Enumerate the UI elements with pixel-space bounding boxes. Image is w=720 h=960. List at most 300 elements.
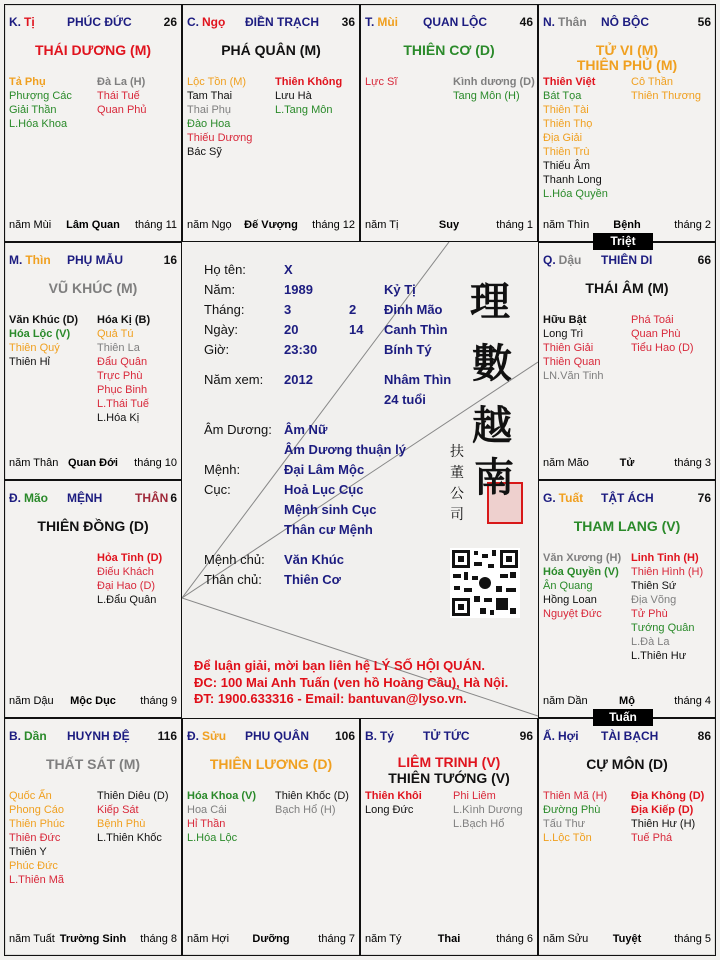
minor-star: Thiên Thọ [543, 118, 593, 130]
star-column-left [365, 789, 422, 817]
cuc-label: Cục: [204, 482, 231, 497]
thang-am: 2 [349, 302, 357, 317]
minor-star: Địa Kiếp (D) [631, 804, 694, 816]
star-column-right [631, 789, 704, 845]
chi-label: Tuất [558, 491, 584, 505]
main-star: THIÊN ĐỒNG (D) [37, 518, 149, 534]
minor-star: Thiên Quý [9, 342, 60, 354]
thang-label: Tháng: [204, 302, 245, 317]
center-info-panel [182, 242, 538, 718]
chi-label: Dậu [558, 253, 582, 267]
than-marker: THÂN [135, 491, 169, 505]
tieu-han-year: năm Thân [9, 457, 59, 469]
minor-star: Tướng Quân [631, 622, 695, 634]
palace-name: THIÊN DI [601, 253, 653, 267]
palace-name: NÔ BỘC [601, 15, 649, 29]
nguyet-han-month: tháng 6 [496, 933, 533, 945]
star-column-left [9, 313, 78, 369]
chi-label: Thân [558, 15, 587, 29]
minor-star: Thái Tuế [97, 90, 140, 102]
tuan-badge: Tuấn [593, 709, 653, 726]
minor-star: Quả Tú [97, 328, 134, 340]
palace-header [543, 491, 711, 507]
palace-cell-ngo[interactable] [182, 4, 360, 242]
minor-star: Linh Tinh (H) [631, 552, 699, 564]
tieu-han-year: năm Tuất [9, 933, 55, 945]
nguyet-han-month: tháng 5 [674, 933, 711, 945]
cuc-value: Hoả Lục Cục [284, 482, 364, 497]
palace-name: PHỤ MẪU [67, 253, 123, 267]
branch-label [9, 253, 51, 267]
branch-label [9, 729, 47, 743]
can-label: K. [9, 15, 21, 29]
minor-star: Thiên Thương [631, 90, 702, 102]
can-label: T. [365, 15, 375, 29]
minor-star: Đà La (H) [97, 76, 146, 88]
truong-sinh-phase: Quan Đới [68, 457, 118, 469]
minor-star: Hồng Loan [543, 594, 597, 606]
ngay-can-chi: Canh Thìn [384, 322, 448, 337]
minor-star: Phá Toái [631, 314, 674, 326]
minor-star: Hoa Cái [187, 804, 227, 816]
palace-name: ĐIỀN TRẠCH [245, 15, 319, 29]
minor-star: Hóa Quyền (V) [543, 566, 619, 578]
minor-star: Bác Sỹ [187, 146, 222, 158]
tieu-han-year: năm Tị [365, 219, 399, 231]
minor-star: Long Trì [543, 328, 584, 340]
can-label: G. [543, 491, 556, 505]
truong-sinh-phase: Dưỡng [252, 933, 290, 945]
dai-han-age: 56 [697, 15, 711, 29]
dai-han-age: 106 [334, 729, 355, 743]
main-star: THIÊN PHỦ (M) [576, 57, 678, 73]
main-star: THIÊN LƯƠNG (D) [209, 756, 333, 772]
star-column-left [9, 75, 72, 131]
nguyet-han-month: tháng 4 [674, 695, 711, 707]
palace-cell-ty[interactable] [360, 718, 538, 956]
nam-label: Năm: [204, 282, 236, 297]
star-column-left [9, 789, 65, 887]
dai-han-age: 26 [163, 15, 177, 29]
palace-name: TÀI BẠCH [601, 729, 659, 743]
minor-star: Thiên Diêu (D) [97, 790, 169, 802]
truong-sinh-phase: Lâm Quan [66, 219, 120, 231]
minor-star: Lưu Hà [275, 90, 312, 102]
main-star: CỰ MÔN (D) [586, 756, 668, 772]
truong-sinh-phase: Tử [619, 457, 635, 469]
star-column-right [97, 75, 147, 117]
can-label: B. [9, 729, 21, 743]
star-column-right [97, 313, 150, 425]
can-label: C. [187, 15, 199, 29]
minor-star: Thiên Tài [543, 104, 589, 116]
palace-header [543, 729, 711, 745]
main-star: LIÊM TRINH (V) [397, 754, 501, 770]
minor-star: Thiên Sứ [631, 580, 677, 592]
logo-char-4: 南 [474, 454, 514, 501]
star-column-right [453, 75, 535, 103]
dai-han-age: 46 [519, 15, 533, 29]
minor-star: Thiên Đức [9, 832, 61, 844]
tieu-han-year: năm Dần [543, 695, 588, 707]
contact-line-1: Để luận giải, mời bạn liên hệ LÝ SỐ HỘI QUÁN. [194, 658, 485, 673]
palace-header [543, 253, 711, 269]
palace-header [9, 253, 177, 269]
minor-star: Thanh Long [543, 174, 602, 186]
gio-can-chi: Bính Tý [384, 342, 432, 357]
palace-header [9, 15, 177, 31]
minor-star: Hữu Bật [543, 314, 587, 326]
star-column-right [275, 75, 342, 117]
nguyet-han-month: tháng 2 [674, 219, 711, 231]
chi-label: Ngọ [202, 15, 226, 29]
minor-star: Thiên La [97, 342, 140, 354]
tieu-han-year: năm Thìn [543, 219, 590, 231]
minor-star: Điếu Khách [97, 566, 154, 578]
nguyet-han-month: tháng 10 [134, 457, 177, 469]
tieu-han-year: năm Dậu [9, 695, 54, 707]
minor-star: Tuế Phá [631, 832, 673, 844]
palace-header [365, 15, 533, 31]
truong-sinh-phase: Trường Sinh [59, 933, 127, 945]
palace-name: HUYNH ĐỆ [67, 729, 130, 743]
minor-star: Tam Thai [187, 90, 233, 102]
star-column-left [187, 75, 252, 159]
am-duong-ly: Âm Dương thuận lý [284, 442, 406, 457]
branch-label [9, 491, 48, 505]
can-label: B. [365, 729, 377, 743]
minor-star: Quan Phủ [97, 104, 147, 116]
chi-label: Sửu [202, 729, 227, 743]
minor-star: L.Hóa Quyền [543, 188, 608, 200]
nguyet-han-month: tháng 1 [496, 219, 533, 231]
minor-star: Quốc Ấn [9, 790, 52, 802]
chi-label: Hợi [558, 729, 579, 743]
minor-star: Thai Phụ [187, 104, 232, 116]
branch-label [187, 729, 226, 743]
can-label: N. [543, 15, 555, 29]
minor-star: L.Thiên Hư [631, 650, 687, 662]
minor-star: L.Hóa Khoa [9, 118, 68, 130]
star-column-left [543, 313, 604, 383]
minor-star: Thiếu Dương [187, 132, 253, 144]
main-star: THÁI ÂM (M) [585, 280, 669, 296]
minor-star: Tử Phù [631, 608, 668, 620]
truong-sinh-phase: Suy [438, 219, 460, 231]
logo-char-1: 理 [470, 278, 510, 325]
triet-badge: Triệt [593, 233, 653, 250]
menh-value: Đại Lâm Mộc [284, 462, 365, 477]
minor-star: Đào Hoa [187, 118, 231, 130]
menh-chu-value: Văn Khúc [284, 552, 344, 567]
chi-label: Mão [24, 491, 48, 505]
minor-star: Kiếp Sát [97, 804, 139, 816]
minor-star: Tả Phụ [9, 76, 46, 88]
star-column-right [631, 313, 694, 355]
minor-star: Thiên Hư (H) [631, 818, 696, 830]
minor-star: Thiên Hình (H) [631, 566, 704, 578]
minor-star: LN.Văn Tinh [543, 370, 604, 382]
nguyet-han-month: tháng 9 [140, 695, 177, 707]
star-column-right [453, 789, 523, 831]
dai-han-age: 6 [170, 491, 177, 505]
minor-star: Phong Cáo [9, 804, 65, 816]
star-column-left [543, 789, 607, 845]
nguyet-han-month: tháng 11 [134, 219, 177, 231]
contact-line-2: ĐC: 100 Mai Anh Tuấn (ven hồ Hoàng Cầu), Hà Nội. [194, 675, 509, 690]
palace-header [187, 15, 355, 31]
minor-star: L.Tang Môn [275, 104, 333, 116]
minor-star: Thiên Phúc [9, 818, 65, 830]
palace-cell-thin[interactable] [4, 242, 182, 480]
palace-cell-mao[interactable] [4, 480, 182, 718]
branch-label [9, 15, 35, 29]
than-cu: Thân cư Mệnh [284, 522, 373, 537]
branch-label [187, 15, 225, 29]
minor-star: Phi Liêm [453, 790, 496, 802]
chi-label: Thìn [25, 253, 51, 267]
palace-cell-tuat[interactable] [538, 480, 716, 718]
cuc-relation: Mệnh sinh Cục [284, 502, 377, 517]
palace-header [187, 729, 355, 745]
minor-star: Tiểu Hao (D) [631, 342, 694, 354]
minor-star: Tấu Thư [543, 818, 586, 830]
nguyet-han-month: tháng 8 [140, 933, 177, 945]
minor-star: Thiên Việt [543, 76, 596, 88]
minor-star: Thiên Hỉ [9, 356, 50, 368]
minor-star: Thiên Không [275, 76, 343, 88]
minor-star: Đại Hao (D) [97, 580, 156, 592]
truong-sinh-phase: Mộ [619, 695, 635, 707]
can-label: Ấ. [543, 729, 555, 743]
palace-cell-dan[interactable] [4, 718, 182, 956]
truong-sinh-phase: Đế Vượng [244, 219, 298, 231]
palace-cell-dau[interactable] [538, 242, 716, 480]
am-duong-value: Âm Nữ [284, 422, 328, 437]
star-column-left [187, 789, 256, 845]
gio-value: 23:30 [284, 342, 318, 357]
branch-label [543, 253, 581, 267]
nguyet-han-month: tháng 12 [312, 219, 355, 231]
tieu-han-year: năm Mão [543, 457, 589, 469]
minor-star: Bát Tọa [543, 90, 582, 102]
minor-star: Tang Môn (H) [453, 90, 520, 102]
menh-chu-label: Mệnh chủ: [204, 552, 265, 567]
minor-star: Đẩu Quân [97, 356, 148, 368]
minor-star: L.Kình Dương [453, 804, 523, 816]
logo-small-text: 扶董公司 [450, 444, 464, 523]
minor-star: Quan Phù [631, 328, 681, 340]
minor-star: Địa Giải [543, 132, 583, 144]
minor-star: Thiên Y [9, 846, 47, 858]
minor-star: L.Thái Tuế [97, 398, 149, 410]
truong-sinh-phase: Thai [437, 933, 461, 945]
nam-xem-label: Năm xem: [204, 372, 264, 387]
star-column-left [543, 551, 621, 621]
minor-star: Cô Thần [631, 76, 673, 88]
ngay-am: 14 [349, 322, 364, 337]
minor-star: Nguyệt Đức [543, 608, 602, 620]
minor-star: Thiên Quan [543, 356, 601, 368]
chi-label: Dần [24, 729, 47, 743]
tieu-han-year: năm Tý [365, 933, 402, 945]
star-column-right [97, 789, 169, 845]
chi-label: Tị [24, 15, 35, 29]
minor-star: Hóa Kị (B) [97, 314, 151, 326]
nam-can-chi: Kỷ Tị [384, 282, 416, 297]
nguyet-han-month: tháng 7 [318, 933, 355, 945]
palace-cell-suu[interactable] [182, 718, 360, 956]
logo-char-3: 越 [472, 402, 512, 449]
dai-han-age: 16 [163, 253, 177, 267]
minor-star: Thiên Khốc (D) [275, 790, 349, 802]
can-label: Đ. [9, 491, 21, 505]
minor-star: Đường Phù [543, 804, 601, 816]
chi-label: Mùi [377, 15, 399, 29]
contact-line-3: ĐT: 1900.633316 - Email: bantuvan@lyso.vn. [194, 691, 467, 706]
tieu-han-year: năm Hợi [187, 933, 230, 945]
minor-star: Hỏa Tinh (D) [97, 552, 163, 564]
minor-star: Phục Binh [97, 384, 148, 396]
minor-star: Văn Xương (H) [543, 552, 622, 564]
ho-ten-label: Họ tên: [204, 262, 246, 277]
minor-star: Kình dương (D) [453, 76, 535, 88]
main-star: THẤT SÁT (M) [45, 756, 141, 772]
nam-xem-can-chi: Nhâm Thìn [384, 372, 452, 387]
minor-star: Thiên Giải [543, 342, 594, 354]
palace-header [9, 729, 177, 745]
main-star: TỬ VI (M) [595, 42, 659, 58]
truong-sinh-phase: Tuyệt [612, 933, 642, 945]
chi-label: Tý [380, 729, 395, 743]
palace-name: PHU QUÂN [245, 729, 310, 743]
logo-char-2: 數 [472, 340, 512, 387]
nguyet-han-month: tháng 3 [674, 457, 711, 469]
minor-star: Thiên Khôi [365, 790, 422, 802]
truong-sinh-phase: Mộc Dục [70, 695, 116, 707]
main-star: THÁI DƯƠNG (M) [34, 42, 152, 58]
palace-name: TỬ TỨC [423, 729, 470, 743]
tieu-han-year: năm Mùi [9, 219, 52, 231]
thang-value: 3 [284, 302, 292, 317]
dai-han-age: 36 [341, 15, 355, 29]
minor-star: Địa Võng [631, 594, 677, 606]
can-label: M. [9, 253, 23, 267]
tuoi-value: 24 tuổi [384, 392, 426, 407]
minor-star: L.Hóa Kị [97, 412, 140, 424]
dai-han-age: 76 [697, 491, 711, 505]
minor-star: Giải Thần [9, 104, 57, 116]
dai-han-age: 66 [697, 253, 711, 267]
can-label: Q. [543, 253, 556, 267]
tieu-han-year: năm Sửu [543, 933, 589, 945]
ngay-label: Ngày: [204, 322, 238, 337]
branch-label [365, 729, 394, 743]
star-column-right [631, 75, 701, 103]
minor-star: Hỉ Thần [187, 818, 226, 830]
palace-cell-hoi[interactable] [538, 718, 716, 956]
branch-label [543, 491, 583, 505]
main-star: PHÁ QUÂN (M) [221, 42, 321, 58]
palace-cell-ti[interactable] [4, 4, 182, 242]
main-star: THIÊN TƯỚNG (V) [388, 770, 510, 786]
minor-star: Phúc Đức [9, 860, 58, 872]
main-star: VŨ KHÚC (M) [48, 280, 138, 296]
star-column-right [275, 789, 349, 817]
minor-star: L.Bạch Hổ [453, 818, 505, 830]
star-column-left [543, 75, 608, 201]
dai-han-age: 86 [697, 729, 711, 743]
am-duong-label: Âm Dương: [204, 422, 272, 437]
palace-cell-mui[interactable] [360, 4, 538, 242]
minor-star: Văn Khúc (D) [9, 314, 79, 326]
minor-star: Ân Quang [543, 580, 593, 592]
minor-star: Thiếu Âm [543, 160, 591, 172]
ngay-value: 20 [284, 322, 299, 337]
palace-header [543, 15, 711, 31]
branch-label [365, 15, 398, 29]
minor-star: L.Lộc Tồn [543, 832, 592, 844]
can-label: Đ. [187, 729, 199, 743]
palace-name: MỆNH [67, 491, 103, 505]
branch-label [543, 15, 587, 29]
minor-star: Địa Không (D) [631, 790, 705, 802]
minor-star: L.Đẩu Quân [97, 594, 157, 606]
star-column-left [365, 75, 397, 89]
than-chu-label: Thân chủ: [204, 572, 262, 587]
minor-star: L.Hóa Lộc [187, 832, 238, 844]
than-chu-value: Thiên Cơ [284, 572, 341, 587]
thang-can-chi: Đinh Mão [384, 302, 443, 317]
minor-star: Trực Phù [97, 370, 143, 382]
minor-star: L.Thiên Mã [9, 874, 65, 886]
minor-star: Thiên Mã (H) [543, 790, 608, 802]
tieu-han-year: năm Ngọ [187, 219, 232, 231]
minor-star: Bệnh Phù [97, 818, 146, 830]
gio-label: Giờ: [204, 342, 230, 357]
minor-star: L.Đà La [631, 636, 670, 648]
minor-star: Thiên Trù [543, 146, 590, 158]
palace-name: QUAN LỘC [423, 15, 487, 29]
minor-star: Long Đức [365, 804, 414, 816]
ho-ten-value: X [284, 262, 293, 277]
minor-star: Lộc Tồn (M) [187, 76, 247, 88]
minor-star: Lực Sĩ [365, 76, 398, 88]
menh-label: Mệnh: [204, 462, 241, 477]
nam-value: 1989 [284, 282, 313, 297]
palace-name: PHÚC ĐỨC [67, 15, 132, 29]
main-star: THAM LANG (V) [573, 518, 681, 534]
minor-star: Hóa Khoa (V) [187, 790, 257, 802]
truong-sinh-phase: Bệnh [613, 219, 641, 231]
minor-star: Bạch Hổ (H) [275, 804, 336, 816]
minor-star: Hóa Lộc (V) [9, 328, 71, 340]
minor-star: L.Thiên Khốc [97, 832, 162, 844]
minor-star: Phượng Các [9, 90, 72, 102]
dai-han-age: 96 [519, 729, 533, 743]
branch-label [543, 729, 579, 743]
palace-cell-than[interactable] [538, 4, 716, 242]
qr-code[interactable] [450, 548, 520, 618]
main-star: THIÊN CƠ (D) [403, 42, 495, 58]
palace-header [9, 491, 177, 507]
palace-name: TẬT ÁCH [601, 491, 654, 505]
star-column-right [631, 551, 703, 663]
dai-han-age: 116 [157, 729, 177, 743]
star-column-right [97, 551, 162, 607]
nam-xem-value: 2012 [284, 372, 313, 387]
palace-header [365, 729, 533, 745]
